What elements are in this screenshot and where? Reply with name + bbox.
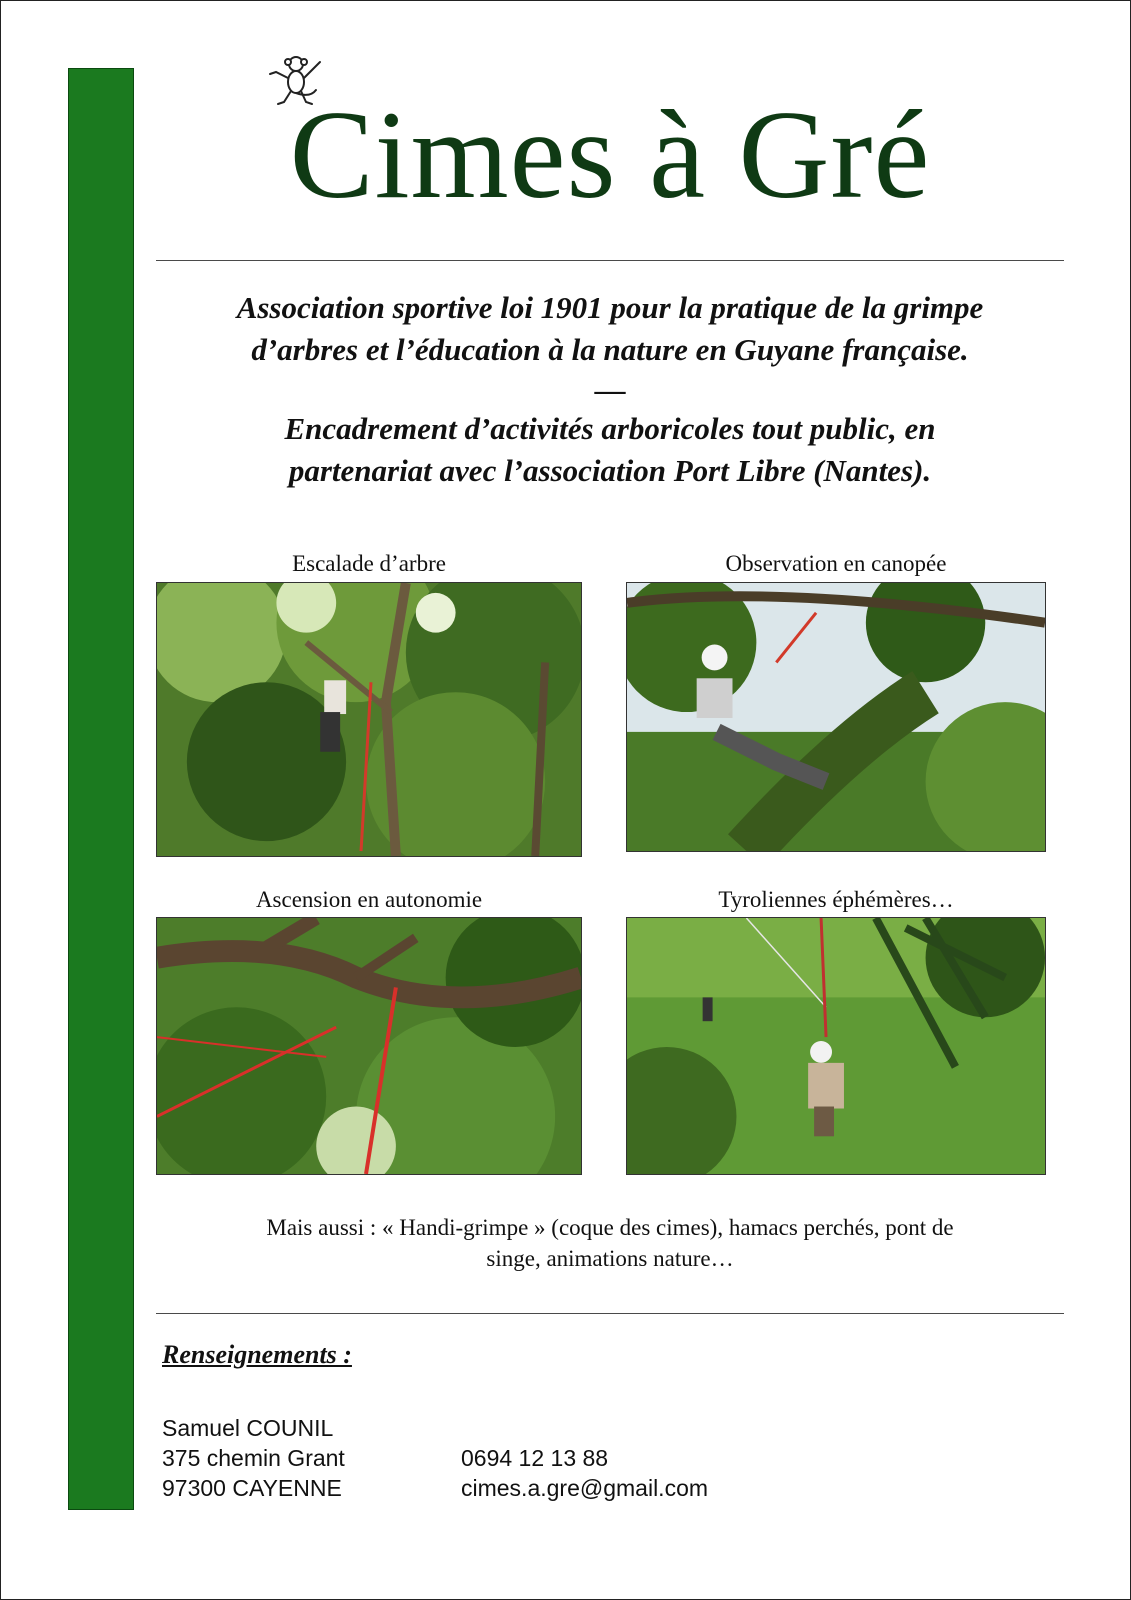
contact-email[interactable]: cimes.a.gre@gmail.com xyxy=(461,1475,709,1501)
top-divider xyxy=(156,260,1064,261)
intro-paragraph-2 xyxy=(156,408,1064,492)
contact-address xyxy=(162,1413,345,1503)
photo-canopee xyxy=(626,582,1046,852)
extra-line: Mais aussi : « Handi-grimpe » (coque des cimes), hamacs perchés, pont de xyxy=(266,1215,954,1240)
photo-tyroliennes xyxy=(626,917,1046,1175)
extra-line: singe, animations nature… xyxy=(486,1246,734,1271)
contact-phone[interactable]: 0694 12 13 88 xyxy=(461,1445,609,1471)
caption-tyroliennes: Tyroliennes éphémères… xyxy=(718,887,954,912)
contact-name: Samuel COUNIL xyxy=(162,1415,334,1441)
intro-paragraph-1 xyxy=(156,287,1064,371)
intro-line: Encadrement d’activités arboricoles tout public, en xyxy=(284,411,936,446)
green-side-bar xyxy=(68,68,134,1510)
caption-ascension: Ascension en autonomie xyxy=(255,887,483,912)
intro-line: partenariat avec l’association Port Libre (Nantes). xyxy=(288,453,932,488)
page-title: Cimes à Gré xyxy=(289,86,931,225)
bottom-divider xyxy=(156,1313,1064,1314)
photo-ascension xyxy=(156,917,582,1175)
intro-separator: — xyxy=(594,372,626,407)
intro-line: Association sportive loi 1901 pour la pratique de la grimpe xyxy=(236,290,984,325)
extra-activities xyxy=(160,1212,1060,1274)
intro-line: d’arbres et l’éducation à la nature en Guyane française. xyxy=(251,332,969,367)
caption-escalade: Escalade d’arbre xyxy=(292,551,446,576)
caption-canopee: Observation en canopée xyxy=(725,551,947,576)
contact-heading: Renseignements : xyxy=(162,1340,352,1369)
contact-city: 97300 CAYENNE xyxy=(162,1475,342,1501)
contact-details xyxy=(461,1443,708,1503)
contact-street: 375 chemin Grant xyxy=(162,1445,345,1471)
photo-escalade xyxy=(156,582,582,857)
